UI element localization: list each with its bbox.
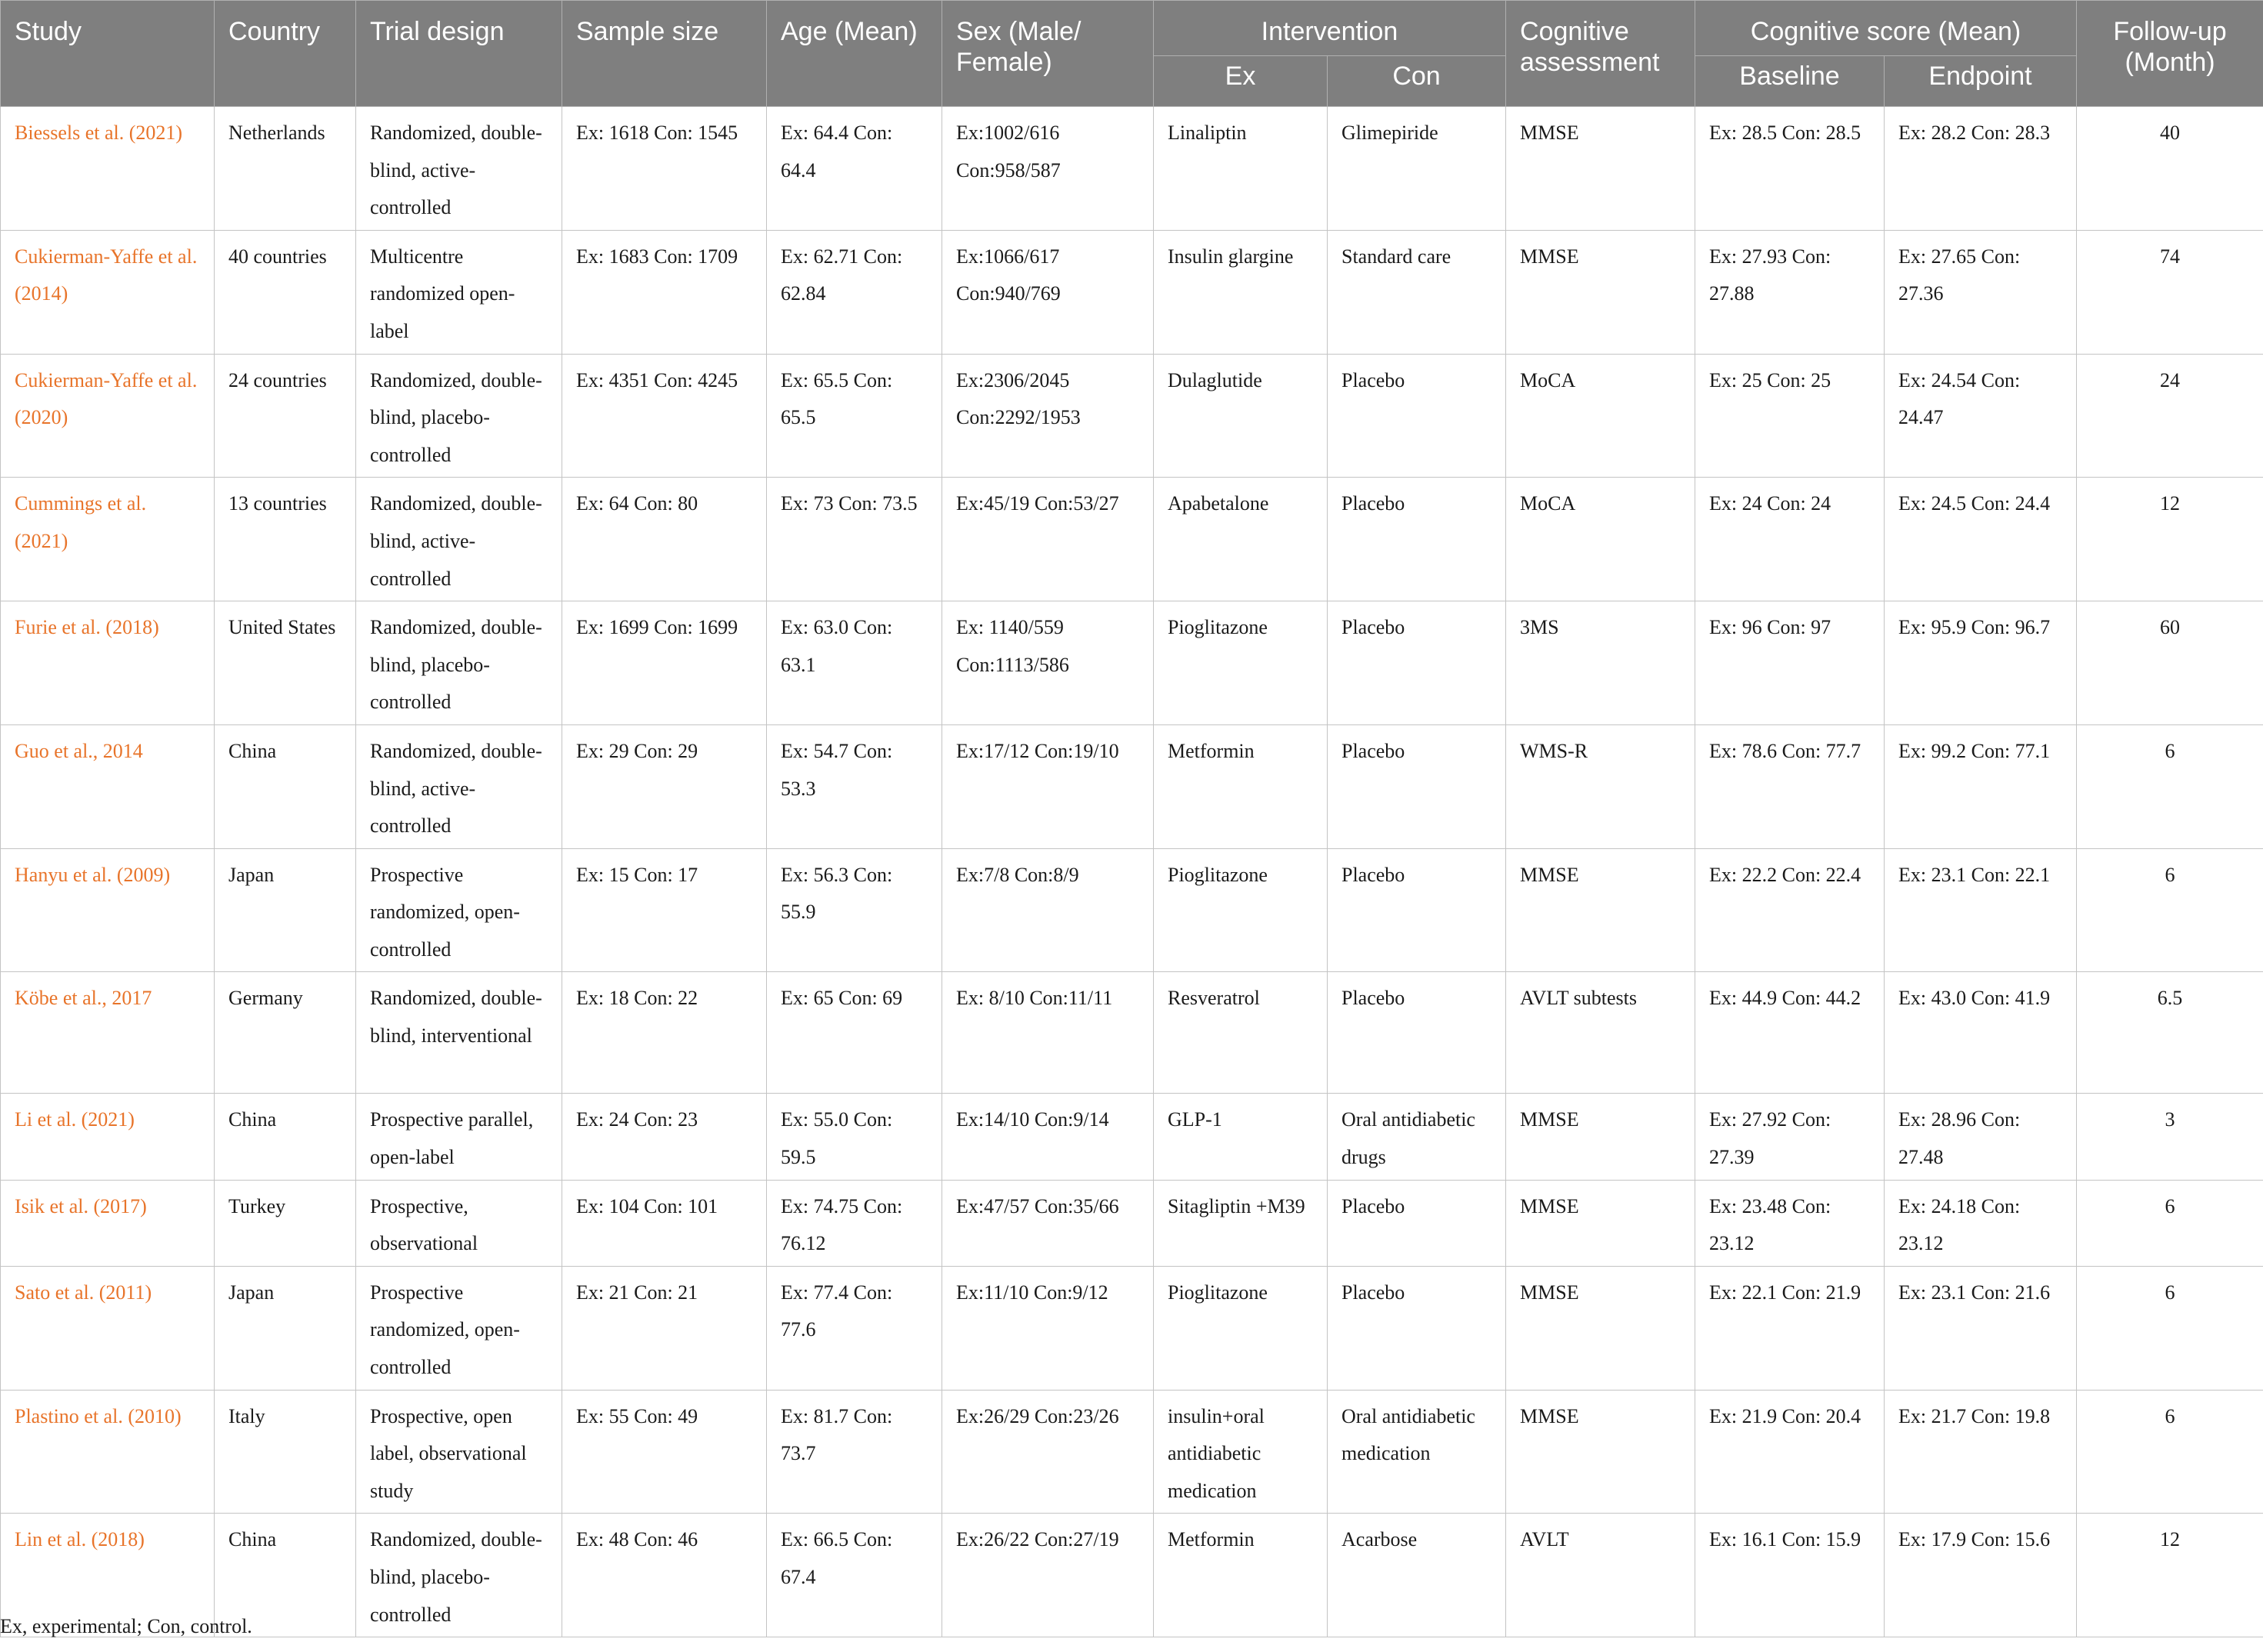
endpoint-score-cell: Ex: 24.18 Con: 23.12 xyxy=(1885,1180,2077,1266)
country-cell: Netherlands xyxy=(215,107,356,231)
study-cell[interactable]: Lin et al. (2018) xyxy=(1,1514,215,1637)
country-cell: 13 countries xyxy=(215,478,356,601)
header-cognitive-assessment: Cognitive assessment xyxy=(1506,1,1695,107)
endpoint-score-cell: Ex: 21.7 Con: 19.8 xyxy=(1885,1390,2077,1514)
age-cell: Ex: 55.0 Con: 59.5 xyxy=(767,1094,942,1180)
header-baseline: Baseline xyxy=(1695,56,1885,107)
intervention-con-cell: Placebo xyxy=(1328,848,1506,972)
table-row xyxy=(1,107,2263,231)
intervention-ex-cell: Pioglitazone xyxy=(1154,1266,1328,1390)
age-cell: Ex: 56.3 Con: 55.9 xyxy=(767,848,942,972)
trial-design-cell: Randomized, double-blind, interventional xyxy=(356,972,562,1094)
header-sex: Sex (Male/ Female) xyxy=(942,1,1154,107)
trial-design-cell: Prospective parallel, open-label xyxy=(356,1094,562,1180)
intervention-ex-cell: insulin+oral antidiabetic medication xyxy=(1154,1390,1328,1514)
follow-up-cell: 60 xyxy=(2077,601,2263,725)
country-cell: Italy xyxy=(215,1390,356,1514)
age-cell: Ex: 66.5 Con: 67.4 xyxy=(767,1514,942,1637)
cognitive-assessment-cell: MMSE xyxy=(1506,848,1695,972)
follow-up-cell: 24 xyxy=(2077,354,2263,478)
sample-size-cell: Ex: 29 Con: 29 xyxy=(562,724,767,848)
intervention-con-cell: Glimepiride xyxy=(1328,107,1506,231)
study-cell[interactable]: Furie et al. (2018) xyxy=(1,601,215,725)
table-row xyxy=(1,1390,2263,1514)
age-cell: Ex: 64.4 Con: 64.4 xyxy=(767,107,942,231)
intervention-ex-cell: Linaliptin xyxy=(1154,107,1328,231)
follow-up-cell: 12 xyxy=(2077,478,2263,601)
header-follow-up: Follow-up (Month) xyxy=(2077,1,2263,107)
intervention-ex-cell: Dulaglutide xyxy=(1154,354,1328,478)
table-row xyxy=(1,1094,2263,1180)
baseline-score-cell: Ex: 78.6 Con: 77.7 xyxy=(1695,724,1885,848)
header-intervention: Intervention xyxy=(1154,1,1506,56)
age-cell: Ex: 54.7 Con: 53.3 xyxy=(767,724,942,848)
study-cell[interactable]: Hanyu et al. (2009) xyxy=(1,848,215,972)
cognitive-assessment-cell: MoCA xyxy=(1506,478,1695,601)
sample-size-cell: Ex: 24 Con: 23 xyxy=(562,1094,767,1180)
study-cell[interactable]: Köbe et al., 2017 xyxy=(1,972,215,1094)
cognitive-assessment-cell: MMSE xyxy=(1506,107,1695,231)
endpoint-score-cell: Ex: 24.54 Con: 24.47 xyxy=(1885,354,2077,478)
table-row xyxy=(1,724,2263,848)
trial-design-cell: Randomized, double-blind, placebo-controlled xyxy=(356,354,562,478)
sex-cell: Ex:2306/2045 Con:2292/1953 xyxy=(942,354,1154,478)
table-row xyxy=(1,1266,2263,1390)
study-cell[interactable]: Guo et al., 2014 xyxy=(1,724,215,848)
baseline-score-cell: Ex: 16.1 Con: 15.9 xyxy=(1695,1514,1885,1637)
trial-design-cell: Prospective randomized, open-controlled xyxy=(356,848,562,972)
study-cell[interactable]: Li et al. (2021) xyxy=(1,1094,215,1180)
country-cell: Japan xyxy=(215,848,356,972)
header-intervention-con: Con xyxy=(1328,56,1506,107)
intervention-con-cell: Placebo xyxy=(1328,1266,1506,1390)
follow-up-cell: 12 xyxy=(2077,1514,2263,1637)
trial-design-cell: Prospective randomized, open-controlled xyxy=(356,1266,562,1390)
table-row xyxy=(1,354,2263,478)
intervention-con-cell: Placebo xyxy=(1328,601,1506,725)
sex-cell: Ex:47/57 Con:35/66 xyxy=(942,1180,1154,1266)
age-cell: Ex: 81.7 Con: 73.7 xyxy=(767,1390,942,1514)
table-footnote: Ex, experimental; Con, control. xyxy=(0,1615,252,1637)
country-cell: China xyxy=(215,724,356,848)
country-cell: Germany xyxy=(215,972,356,1094)
table-row xyxy=(1,1514,2263,1637)
country-cell: 40 countries xyxy=(215,230,356,354)
cognitive-assessment-cell: MMSE xyxy=(1506,230,1695,354)
country-cell: United States xyxy=(215,601,356,725)
header-cognitive-score: Cognitive score (Mean) xyxy=(1695,1,2077,56)
intervention-con-cell: Acarbose xyxy=(1328,1514,1506,1637)
intervention-ex-cell: Pioglitazone xyxy=(1154,848,1328,972)
header-study: Study xyxy=(1,1,215,107)
baseline-score-cell: Ex: 24 Con: 24 xyxy=(1695,478,1885,601)
intervention-con-cell: Standard care xyxy=(1328,230,1506,354)
follow-up-cell: 6 xyxy=(2077,1390,2263,1514)
endpoint-score-cell: Ex: 28.2 Con: 28.3 xyxy=(1885,107,2077,231)
baseline-score-cell: Ex: 21.9 Con: 20.4 xyxy=(1695,1390,1885,1514)
intervention-con-cell: Placebo xyxy=(1328,1180,1506,1266)
sample-size-cell: Ex: 18 Con: 22 xyxy=(562,972,767,1094)
baseline-score-cell: Ex: 27.92 Con: 27.39 xyxy=(1695,1094,1885,1180)
baseline-score-cell: Ex: 22.1 Con: 21.9 xyxy=(1695,1266,1885,1390)
study-cell[interactable]: Biessels et al. (2021) xyxy=(1,107,215,231)
age-cell: Ex: 63.0 Con: 63.1 xyxy=(767,601,942,725)
follow-up-cell: 40 xyxy=(2077,107,2263,231)
intervention-ex-cell: Metformin xyxy=(1154,724,1328,848)
trial-design-cell: Randomized, double-blind, active-controlled xyxy=(356,724,562,848)
intervention-ex-cell: Sitagliptin +M39 xyxy=(1154,1180,1328,1266)
endpoint-score-cell: Ex: 23.1 Con: 21.6 xyxy=(1885,1266,2077,1390)
cognitive-assessment-cell: MMSE xyxy=(1506,1180,1695,1266)
header-endpoint: Endpoint xyxy=(1885,56,2077,107)
sex-cell: Ex:26/22 Con:27/19 xyxy=(942,1514,1154,1637)
age-cell: Ex: 62.71 Con: 62.84 xyxy=(767,230,942,354)
sex-cell: Ex:45/19 Con:53/27 xyxy=(942,478,1154,601)
cognitive-assessment-cell: WMS-R xyxy=(1506,724,1695,848)
endpoint-score-cell: Ex: 23.1 Con: 22.1 xyxy=(1885,848,2077,972)
intervention-con-cell: Placebo xyxy=(1328,724,1506,848)
sex-cell: Ex:26/29 Con:23/26 xyxy=(942,1390,1154,1514)
trial-design-cell: Randomized, double-blind, active-controlled xyxy=(356,478,562,601)
cognitive-assessment-cell: MMSE xyxy=(1506,1094,1695,1180)
sample-size-cell: Ex: 48 Con: 46 xyxy=(562,1514,767,1637)
country-cell: Turkey xyxy=(215,1180,356,1266)
intervention-con-cell: Placebo xyxy=(1328,478,1506,601)
follow-up-cell: 6 xyxy=(2077,1180,2263,1266)
table-row xyxy=(1,1180,2263,1266)
intervention-ex-cell: Insulin glargine xyxy=(1154,230,1328,354)
sex-cell: Ex:14/10 Con:9/14 xyxy=(942,1094,1154,1180)
sex-cell: Ex:7/8 Con:8/9 xyxy=(942,848,1154,972)
follow-up-cell: 6 xyxy=(2077,724,2263,848)
follow-up-cell: 74 xyxy=(2077,230,2263,354)
intervention-ex-cell: Metformin xyxy=(1154,1514,1328,1637)
endpoint-score-cell: Ex: 24.5 Con: 24.4 xyxy=(1885,478,2077,601)
cognitive-assessment-cell: MoCA xyxy=(1506,354,1695,478)
country-cell: 24 countries xyxy=(215,354,356,478)
follow-up-cell: 6 xyxy=(2077,848,2263,972)
cognitive-assessment-cell: MMSE xyxy=(1506,1390,1695,1514)
table-row xyxy=(1,601,2263,725)
study-cell[interactable]: Plastino et al. (2010) xyxy=(1,1390,215,1514)
sample-size-cell: Ex: 21 Con: 21 xyxy=(562,1266,767,1390)
sex-cell: Ex:1002/616 Con:958/587 xyxy=(942,107,1154,231)
intervention-ex-cell: Resveratrol xyxy=(1154,972,1328,1094)
country-cell: China xyxy=(215,1514,356,1637)
sex-cell: Ex: 1140/559 Con:1113/586 xyxy=(942,601,1154,725)
study-cell[interactable]: Cummings et al. (2021) xyxy=(1,478,215,601)
header-intervention-ex: Ex xyxy=(1154,56,1328,107)
intervention-ex-cell: Apabetalone xyxy=(1154,478,1328,601)
header-sample-size: Sample size xyxy=(562,1,767,107)
baseline-score-cell: Ex: 22.2 Con: 22.4 xyxy=(1695,848,1885,972)
intervention-con-cell: Oral antidiabetic medication xyxy=(1328,1390,1506,1514)
endpoint-score-cell: Ex: 28.96 Con: 27.48 xyxy=(1885,1094,2077,1180)
follow-up-cell: 6 xyxy=(2077,1266,2263,1390)
trial-design-cell: Multicentre randomized open-label xyxy=(356,230,562,354)
intervention-ex-cell: Pioglitazone xyxy=(1154,601,1328,725)
cognitive-assessment-cell: 3MS xyxy=(1506,601,1695,725)
age-cell: Ex: 74.75 Con: 76.12 xyxy=(767,1180,942,1266)
endpoint-score-cell: Ex: 95.9 Con: 96.7 xyxy=(1885,601,2077,725)
trial-design-cell: Randomized, double-blind, active-controlled xyxy=(356,107,562,231)
sample-size-cell: Ex: 104 Con: 101 xyxy=(562,1180,767,1266)
baseline-score-cell: Ex: 44.9 Con: 44.2 xyxy=(1695,972,1885,1094)
sample-size-cell: Ex: 1699 Con: 1699 xyxy=(562,601,767,725)
trial-design-cell: Randomized, double-blind, placebo-controlled xyxy=(356,1514,562,1637)
baseline-score-cell: Ex: 23.48 Con: 23.12 xyxy=(1695,1180,1885,1266)
age-cell: Ex: 77.4 Con: 77.6 xyxy=(767,1266,942,1390)
header-country: Country xyxy=(215,1,356,107)
sex-cell: Ex:17/12 Con:19/10 xyxy=(942,724,1154,848)
intervention-con-cell: Placebo xyxy=(1328,354,1506,478)
endpoint-score-cell: Ex: 99.2 Con: 77.1 xyxy=(1885,724,2077,848)
baseline-score-cell: Ex: 96 Con: 97 xyxy=(1695,601,1885,725)
age-cell: Ex: 65.5 Con: 65.5 xyxy=(767,354,942,478)
trial-design-cell: Prospective, open label, observational study xyxy=(356,1390,562,1514)
cognitive-assessment-cell: AVLT xyxy=(1506,1514,1695,1637)
table-row xyxy=(1,972,2263,1094)
sex-cell: Ex:1066/617 Con:940/769 xyxy=(942,230,1154,354)
trial-design-cell: Prospective, observational xyxy=(356,1180,562,1266)
sex-cell: Ex: 8/10 Con:11/11 xyxy=(942,972,1154,1094)
sample-size-cell: Ex: 4351 Con: 4245 xyxy=(562,354,767,478)
study-cell[interactable]: Sato et al. (2011) xyxy=(1,1266,215,1390)
baseline-score-cell: Ex: 27.93 Con: 27.88 xyxy=(1695,230,1885,354)
endpoint-score-cell: Ex: 27.65 Con: 27.36 xyxy=(1885,230,2077,354)
sample-size-cell: Ex: 55 Con: 49 xyxy=(562,1390,767,1514)
header-row-top xyxy=(1,1,2263,56)
table-row xyxy=(1,848,2263,972)
header-trial-design: Trial design xyxy=(356,1,562,107)
intervention-con-cell: Oral antidiabetic drugs xyxy=(1328,1094,1506,1180)
sample-size-cell: Ex: 1683 Con: 1709 xyxy=(562,230,767,354)
follow-up-cell: 6.5 xyxy=(2077,972,2263,1094)
table-row xyxy=(1,230,2263,354)
sample-size-cell: Ex: 15 Con: 17 xyxy=(562,848,767,972)
sample-size-cell: Ex: 64 Con: 80 xyxy=(562,478,767,601)
study-cell[interactable]: Cukierman-Yaffe et al. (2014) xyxy=(1,230,215,354)
study-cell[interactable]: Isik et al. (2017) xyxy=(1,1180,215,1266)
age-cell: Ex: 73 Con: 73.5 xyxy=(767,478,942,601)
baseline-score-cell: Ex: 28.5 Con: 28.5 xyxy=(1695,107,1885,231)
sex-cell: Ex:11/10 Con:9/12 xyxy=(942,1266,1154,1390)
table-body xyxy=(1,107,2263,1637)
cognitive-assessment-cell: MMSE xyxy=(1506,1266,1695,1390)
table-row xyxy=(1,478,2263,601)
country-cell: Japan xyxy=(215,1266,356,1390)
country-cell: China xyxy=(215,1094,356,1180)
trial-design-cell: Randomized, double-blind, placebo- controlled xyxy=(356,601,562,725)
cognitive-assessment-cell: AVLT subtests xyxy=(1506,972,1695,1094)
intervention-ex-cell: GLP-1 xyxy=(1154,1094,1328,1180)
header-age: Age (Mean) xyxy=(767,1,942,107)
intervention-con-cell: Placebo xyxy=(1328,972,1506,1094)
follow-up-cell: 3 xyxy=(2077,1094,2263,1180)
endpoint-score-cell: Ex: 17.9 Con: 15.6 xyxy=(1885,1514,2077,1637)
endpoint-score-cell: Ex: 43.0 Con: 41.9 xyxy=(1885,972,2077,1094)
baseline-score-cell: Ex: 25 Con: 25 xyxy=(1695,354,1885,478)
study-cell[interactable]: Cukierman-Yaffe et al. (2020) xyxy=(1,354,215,478)
sample-size-cell: Ex: 1618 Con: 1545 xyxy=(562,107,767,231)
age-cell: Ex: 65 Con: 69 xyxy=(767,972,942,1094)
